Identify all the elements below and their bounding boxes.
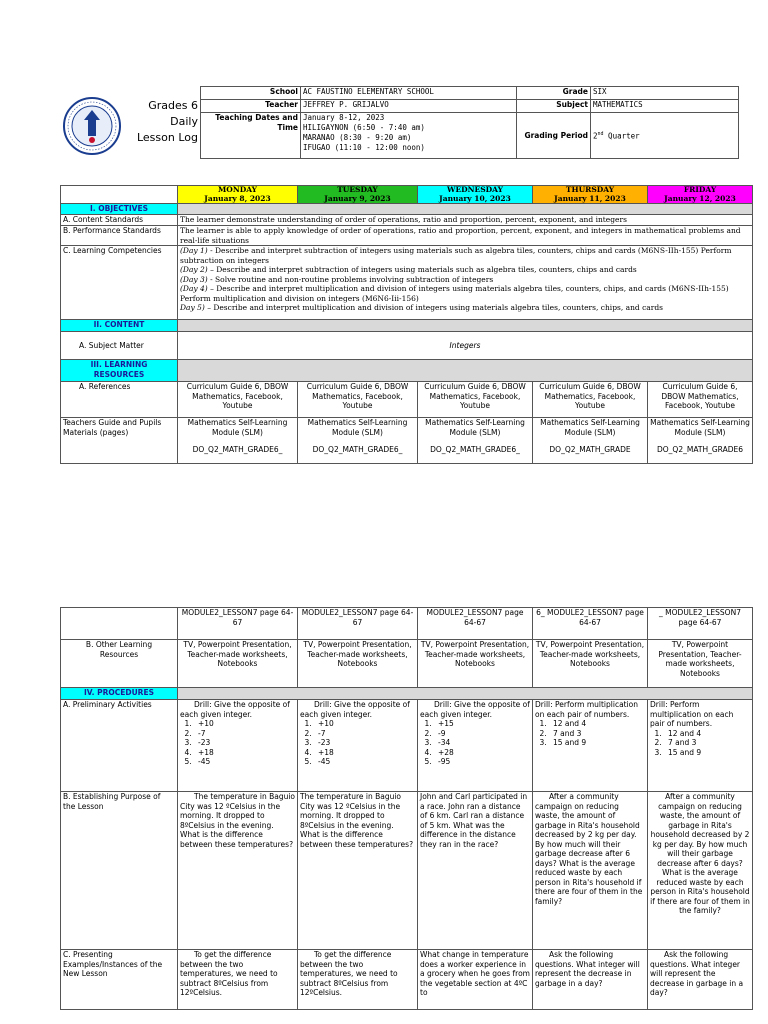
document-title (120, 98, 198, 146)
tg-tuesday: Mathematics Self-Learning Module (SLM) DO_Q2_MATH_GRADE6_ (298, 418, 418, 464)
content-standards-text: The learner demonstrate understanding of order of operations, ratio and proportion, percent, exponent, and integers (178, 215, 753, 226)
subject-matter-value: Integers (178, 332, 753, 360)
references-wednesday: Curriculum Guide 6, DBOW Mathematics, Facebook, Youtube (418, 382, 533, 418)
module-pages-wednesday: MODULE2_LESSON7 page 64-67 (418, 608, 533, 640)
preliminary-tuesday: Drill: Give the opposite of each given integer. 1. +10 2. -7 3. -23 4. +18 5. -45 (298, 700, 418, 792)
day-header-tuesday: TUESDAY January 9, 2023 (298, 186, 418, 204)
other-resources-thursday: TV, Powerpoint Presentation, Teacher-made worksheets, Notebooks (533, 640, 648, 688)
subject-value: MATHEMATICS (591, 100, 739, 113)
subject-matter-label: A. Subject Matter (61, 332, 178, 360)
title-line: Lesson Log (136, 131, 198, 144)
performance-standards-label: B. Performance Standards (61, 226, 178, 246)
corner-cell (61, 186, 178, 204)
section-content-fill (178, 320, 753, 332)
teachers-guide-label: Teachers Guide and Pupils Materials (pages) (61, 418, 178, 464)
competency-day5: Day 5) – Describe and interpret multiplication and division of integers using materials algebra tiles, counters, chips, and cards (180, 303, 664, 312)
other-resources-label: B. Other Learning Resources (61, 640, 178, 688)
subject-label: Subject (517, 100, 591, 113)
presenting-friday: Ask the following questions. What integer will represent the decrease in garbage in a day? (648, 950, 753, 1010)
references-label: A. References (61, 382, 178, 418)
day-header-friday: FRIDAY January 12, 2023 (648, 186, 753, 204)
teacher-label: Teacher (201, 100, 301, 113)
other-resources-tuesday: TV, Powerpoint Presentation, Teacher-made worksheets, Notebooks (298, 640, 418, 688)
grading-period-label: Grading Period (517, 113, 591, 159)
section-procedures-fill (178, 688, 753, 700)
dll-table-page1 (60, 185, 753, 464)
competency-day1: (Day 1) - Describe and interpret subtraction of integers using materials such as algebra tiles, counters, chips and cards (M6NS-IIh-155) Perform subtraction on integers (180, 246, 732, 265)
presenting-tuesday: To get the difference between the two temperatures, we need to subtract 8ºCelsius from 12ºCelsius. (298, 950, 418, 1010)
module-pages-label (61, 608, 178, 640)
section-objectives-fill (178, 204, 753, 215)
dll-table-page2 (60, 607, 753, 1010)
other-resources-monday: TV, Powerpoint Presentation, Teacher-made worksheets, Notebooks (178, 640, 298, 688)
presenting-label: C. Presenting Examples/Instances of the New Lesson (61, 950, 178, 1010)
preliminary-friday: Drill: Perform multiplication on each pair of numbers. 1. 12 and 4 2. 7 and 3 3. 15 and 9 (648, 700, 753, 792)
module-pages-tuesday: MODULE2_LESSON7 page 64-67 (298, 608, 418, 640)
grade-label: Grade (517, 87, 591, 100)
module-pages-friday: _ MODULE2_LESSON7 page 64-67 (648, 608, 753, 640)
presenting-wednesday: What change in temperature does a worker experience in a grocery when he goes from the vegetable section at 4ºC to (418, 950, 533, 1010)
section-objectives: I. OBJECTIVES (61, 204, 178, 215)
section-procedures: IV. PROCEDURES (61, 688, 178, 700)
competency-day2: (Day 2) – Describe and interpret subtraction of integers using materials such as algebra tiles, counters, chips and cards (180, 265, 637, 274)
teaching-dates-value: January 8-12, 2023 HILIGAYNON (6:50 - 7:40 am) MARANAO (8:30 - 9:20 am) IFUGAO (11:10 - 12:00 noon) (301, 113, 517, 159)
purpose-monday: The temperature in Baguio City was 12 ºCelsius in the morning. It dropped to 8ºCelsius in the evening. What is the difference between these temperatures? (178, 792, 298, 950)
tg-friday: Mathematics Self-Learning Module (SLM) DO_Q2_MATH_GRADE6 (648, 418, 753, 464)
content-standards-label: A. Content Standards (61, 215, 178, 226)
grading-period-value: 2nd Quarter (591, 113, 739, 159)
section-content: II. CONTENT (61, 320, 178, 332)
purpose-thursday: After a community campaign on reducing waste, the amount of garbage in Rita's household decreased by 2 kg per day. By how much will their garbage decrease after 6 days? What is the average reduced waste by each person in Rita's household if there are four of them in the family? (533, 792, 648, 950)
title-line: Grades 6 (148, 99, 198, 112)
competency-day4: (Day 4) – Describe and interpret multiplication and division of integers using materials algebra tiles, counters, chips, and cards (M6NS-IIh-155) Perform multiplication and division on integers (M6N6-Iii-156) (180, 284, 729, 303)
tg-wednesday: Mathematics Self-Learning Module (SLM) DO_Q2_MATH_GRADE6_ (418, 418, 533, 464)
deped-seal-logo (62, 96, 122, 156)
references-friday: Curriculum Guide 6, DBOW Mathematics, Facebook, Youtube (648, 382, 753, 418)
preliminary-label: A. Preliminary Activities (61, 700, 178, 792)
header-table (200, 86, 739, 159)
purpose-label: B. Establishing Purpose of the Lesson (61, 792, 178, 950)
competency-day3: (Day 3) - Solve routine and non-routine problems involving subtraction of integers (180, 274, 494, 284)
tg-thursday: Mathematics Self-Learning Module (SLM) DO_Q2_MATH_GRADE (533, 418, 648, 464)
school-value: AC FAUSTINO ELEMENTARY SCHOOL (301, 87, 517, 100)
references-monday: Curriculum Guide 6, DBOW Mathematics, Facebook, Youtube (178, 382, 298, 418)
other-resources-friday: TV, Powerpoint Presentation, Teacher-made worksheets, Notebooks (648, 640, 753, 688)
references-thursday: Curriculum Guide 6, DBOW Mathematics, Facebook, Youtube (533, 382, 648, 418)
learning-competencies-label: C. Learning Competencies (61, 246, 178, 320)
other-resources-wednesday: TV, Powerpoint Presentation, Teacher-made worksheets, Notebooks (418, 640, 533, 688)
title-line: Daily (170, 115, 198, 128)
purpose-friday: After a community campaign on reducing waste, the amount of garbage in Rita's household decreased by 2 kg per day. By how much will their garbage decrease after 6 days? What is the average reduced waste by each person in Rita's household if there are four of them in the family? (648, 792, 753, 950)
tg-monday: Mathematics Self-Learning Module (SLM) DO_Q2_MATH_GRADE6_ (178, 418, 298, 464)
purpose-wednesday: John and Carl participated in a race. John ran a distance of 6 km. Carl ran a distance of 5 km. What was the difference in the distance they ran in the race? (418, 792, 533, 950)
module-pages-thursday: 6_ MODULE2_LESSON7 page 64-67 (533, 608, 648, 640)
section-learning-resources: III. LEARNING RESOURCES (61, 360, 178, 382)
performance-standards-text: The learner is able to apply knowledge of order of operations, ratio and proportion, percent, exponent, and integers in mathematical problems and real-life situations (178, 226, 753, 246)
preliminary-thursday: Drill: Perform multiplication on each pair of numbers. 1. 12 and 4 2. 7 and 3 3. 15 and 9 (533, 700, 648, 792)
school-label: School (201, 87, 301, 100)
module-pages-monday: MODULE2_LESSON7 page 64-67 (178, 608, 298, 640)
purpose-tuesday: The temperature in Baguio City was 12 ºCelsius in the morning. It dropped to 8ºCelsius in the evening. What is the difference between these temperatures? (298, 792, 418, 950)
section-learning-resources-fill (178, 360, 753, 382)
teaching-dates-label: Teaching Dates and Time (201, 113, 301, 159)
preliminary-wednesday: Drill: Give the opposite of each given integer. 1. +15 2. -9 3. -34 4. +28 5. -95 (418, 700, 533, 792)
day-header-wednesday: WEDNESDAY January 10, 2023 (418, 186, 533, 204)
teacher-value: JEFFREY P. GRIJALVO (301, 100, 517, 113)
day-header-monday: MONDAY January 8, 2023 (178, 186, 298, 204)
presenting-monday: To get the difference between the two temperatures, we need to subtract 8ºCelsius from 12ºCelsius. (178, 950, 298, 1010)
references-tuesday: Curriculum Guide 6, DBOW Mathematics, Facebook, Youtube (298, 382, 418, 418)
learning-competencies-text (178, 246, 753, 320)
day-header-thursday: THURSDAY January 11, 2023 (533, 186, 648, 204)
grade-value: SIX (591, 87, 739, 100)
presenting-thursday: Ask the following questions. What integer will represent the decrease in garbage in a day? (533, 950, 648, 1010)
preliminary-monday: Drill: Give the opposite of each given integer. 1. +10 2. -7 3. -23 4. +18 5. -45 (178, 700, 298, 792)
